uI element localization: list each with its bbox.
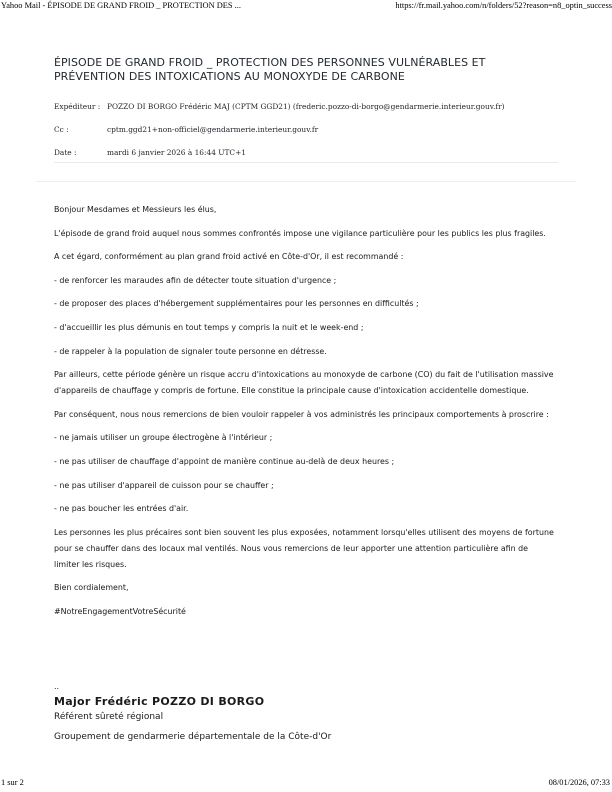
page-counter: 1 sur 2: [1, 778, 24, 787]
date-label: Date :: [54, 148, 77, 157]
body-paragraph: Par ailleurs, cette période génère un risque accru d'intoxications au monoxyde de carbone (CO) du fait de l'utilisation massive d'appareils de chauffage y compris de fortune. Elle constitue la principale cause d'intoxication accidentelle domestique.: [54, 370, 554, 396]
body-list-item: - ne pas utiliser d'appareil de cuisson pour se chauffer ;: [54, 480, 274, 490]
body-list-item: - ne pas utiliser de chauffage d'appoint de manière continue au-delà de deux heures ;: [54, 456, 395, 466]
body-list-item: - d'accueillir les plus démunis en tout temps y compris la nuit et le week-end ;: [54, 322, 364, 332]
body-list-item: - de proposer des places d'hébergement supplémentaires pour les personnes en difficultés ;: [54, 299, 419, 309]
body-list-item: - ne pas boucher les entrées d'air.: [54, 504, 189, 514]
print-footer: [0, 778, 612, 790]
header-divider: [36, 181, 576, 182]
meta-date-row: [54, 144, 558, 167]
cc-value[interactable]: cptm.ggd21+non-officiel@gendarmerie.interieur.gouv.fr: [107, 125, 319, 134]
cc-label: Cc :: [54, 125, 69, 134]
body-paragraph: Bonjour Mesdames et Messieurs les élus,: [54, 205, 217, 214]
from-value[interactable]: POZZO DI BORGO Frédéric MAJ (CPTM GGD21) (frederic.pozzo-di-borgo@gendarmerie.interieur.gouv.fr): [107, 102, 505, 111]
body-paragraph: Les personnes les plus précaires sont bien souvent les plus exposées, notamment lorsqu'elles utilisent des moyens de fortune pour se chauffer dans des locaux mal ventilés. Nous vous remercions de leur apporter une attention particulière afin de limiter les risques.: [54, 527, 554, 569]
email-meta: [54, 98, 558, 167]
body-list-item: - de renforcer les maraudes afin de détecter toute situation d'urgence ;: [54, 275, 337, 285]
print-timestamp: 08/01/2026, 07:33: [548, 778, 610, 787]
signature-separator: ..: [54, 682, 60, 691]
body-paragraph: A cet égard, conformément au plan grand froid activé en Côte-d'Or, il est recommandé :: [54, 252, 404, 262]
meta-cc-row: [54, 121, 558, 144]
print-page-title: Yahoo Mail - ÉPISODE DE GRAND FROID _ PROTECTION DES ...: [1, 1, 241, 10]
email-signature: [54, 682, 554, 745]
body-closing: Bien cordialement,: [54, 583, 129, 593]
body-paragraph: L'épisode de grand froid auquel nous sommes confrontés impose une vigilance particulière pour les publics les plus fragiles.: [54, 228, 546, 238]
meta-from-row: [54, 98, 558, 121]
body-list-item: - ne jamais utiliser un groupe électrogène à l'intérieur ;: [54, 433, 273, 443]
signature-name: Major Frédéric POZZO DI BORGO: [54, 695, 265, 708]
body-hashtag: #NotreEngagementVotreSécurité: [54, 606, 186, 616]
body-paragraph: Par conséquent, nous nous remercions de bien vouloir rappeler à vos administrés les principaux comportements à proscrire :: [54, 409, 549, 419]
email-subject: ÉPISODE DE GRAND FROID _ PROTECTION DES PERSONNES VULNÉRABLES ET PRÉVENTION DES INTOXICATIONS AU MONOXYDE DE CARBONE: [54, 56, 486, 83]
date-value: mardi 6 janvier 2026 à 16:44 UTC+1: [107, 148, 246, 157]
print-url: https://fr.mail.yahoo.com/n/folders/52?reason=n8_optin_success: [395, 1, 612, 10]
signature-unit: Groupement de gendarmerie départementale de la Côte-d'Or: [54, 732, 332, 742]
signature-role: Référent sûreté régional: [54, 712, 164, 722]
body-list-item: - de rappeler à la population de signaler toute personne en détresse.: [54, 346, 327, 356]
email-body: [54, 202, 554, 628]
from-label: Expéditeur :: [54, 102, 101, 111]
print-header: [0, 0, 612, 14]
meta-divider: [54, 162, 558, 163]
